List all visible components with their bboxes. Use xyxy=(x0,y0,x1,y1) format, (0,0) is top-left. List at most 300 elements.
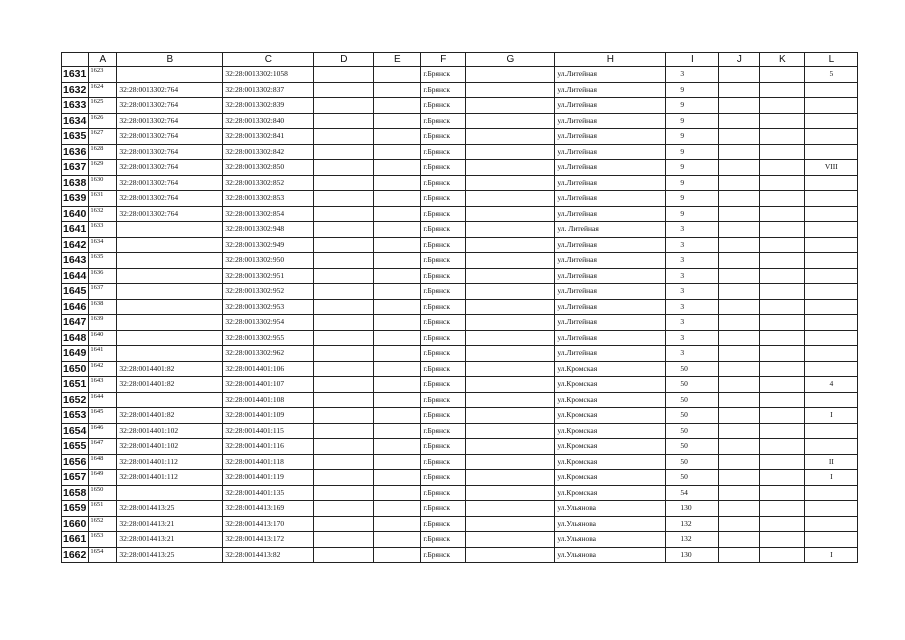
cell-a[interactable]: 1639 xyxy=(89,315,117,331)
cell-f[interactable]: г.Брянск xyxy=(421,222,466,238)
cell-j[interactable] xyxy=(719,532,760,548)
cell-j[interactable] xyxy=(719,361,760,377)
row-number[interactable]: 1649 xyxy=(62,346,89,362)
cell-j[interactable] xyxy=(719,501,760,517)
row-number[interactable]: 1638 xyxy=(62,175,89,191)
cell-a[interactable]: 1648 xyxy=(89,454,117,470)
cell-d[interactable] xyxy=(314,253,374,269)
column-header-b[interactable]: B xyxy=(117,53,223,67)
cell-g[interactable] xyxy=(466,268,555,284)
cell-g[interactable] xyxy=(466,222,555,238)
cell-d[interactable] xyxy=(314,330,374,346)
cell-i[interactable]: 9 xyxy=(666,98,719,114)
cell-c[interactable]: 32:28:0013302:841 xyxy=(223,129,314,145)
cell-f[interactable]: г.Брянск xyxy=(421,284,466,300)
cell-c[interactable]: 32:28:0014401:115 xyxy=(223,423,314,439)
cell-b[interactable]: 32:28:0014401:102 xyxy=(117,423,223,439)
cell-i[interactable]: 50 xyxy=(666,392,719,408)
column-header-e[interactable]: E xyxy=(374,53,421,67)
cell-k[interactable] xyxy=(760,547,805,563)
cell-d[interactable] xyxy=(314,532,374,548)
cell-f[interactable]: г.Брянск xyxy=(421,454,466,470)
cell-j[interactable] xyxy=(719,439,760,455)
cell-l[interactable]: VIII xyxy=(805,160,858,176)
cell-e[interactable] xyxy=(374,423,421,439)
cell-c[interactable]: 32:28:0014401:135 xyxy=(223,485,314,501)
cell-c[interactable]: 32:28:0013302:953 xyxy=(223,299,314,315)
cell-a[interactable]: 1652 xyxy=(89,516,117,532)
cell-i[interactable]: 3 xyxy=(666,237,719,253)
cell-k[interactable] xyxy=(760,330,805,346)
cell-b[interactable] xyxy=(117,330,223,346)
cell-d[interactable] xyxy=(314,175,374,191)
cell-c[interactable]: 32:28:0013302:1058 xyxy=(223,67,314,83)
cell-g[interactable] xyxy=(466,191,555,207)
row-number[interactable]: 1658 xyxy=(62,485,89,501)
column-header-k[interactable]: K xyxy=(760,53,805,67)
cell-e[interactable] xyxy=(374,67,421,83)
column-header-a[interactable]: A xyxy=(89,53,117,67)
cell-l[interactable] xyxy=(805,98,858,114)
cell-j[interactable] xyxy=(719,516,760,532)
cell-i[interactable]: 3 xyxy=(666,346,719,362)
cell-l[interactable] xyxy=(805,129,858,145)
cell-f[interactable]: г.Брянск xyxy=(421,82,466,98)
cell-i[interactable]: 50 xyxy=(666,439,719,455)
cell-c[interactable]: 32:28:0013302:853 xyxy=(223,191,314,207)
cell-j[interactable] xyxy=(719,377,760,393)
cell-e[interactable] xyxy=(374,485,421,501)
cell-g[interactable] xyxy=(466,516,555,532)
cell-b[interactable] xyxy=(117,346,223,362)
cell-i[interactable]: 9 xyxy=(666,175,719,191)
cell-i[interactable]: 50 xyxy=(666,408,719,424)
cell-l[interactable] xyxy=(805,516,858,532)
cell-g[interactable] xyxy=(466,113,555,129)
cell-e[interactable] xyxy=(374,284,421,300)
cell-l[interactable] xyxy=(805,361,858,377)
cell-k[interactable] xyxy=(760,206,805,222)
cell-b[interactable]: 32:28:0014413:21 xyxy=(117,532,223,548)
cell-j[interactable] xyxy=(719,129,760,145)
cell-a[interactable]: 1627 xyxy=(89,129,117,145)
row-number[interactable]: 1645 xyxy=(62,284,89,300)
cell-l[interactable] xyxy=(805,175,858,191)
cell-b[interactable] xyxy=(117,67,223,83)
cell-b[interactable]: 32:28:0013302:764 xyxy=(117,160,223,176)
cell-g[interactable] xyxy=(466,237,555,253)
cell-g[interactable] xyxy=(466,470,555,486)
cell-k[interactable] xyxy=(760,454,805,470)
cell-l[interactable] xyxy=(805,284,858,300)
cell-k[interactable] xyxy=(760,222,805,238)
cell-d[interactable] xyxy=(314,299,374,315)
cell-f[interactable]: г.Брянск xyxy=(421,299,466,315)
row-number[interactable]: 1646 xyxy=(62,299,89,315)
cell-i[interactable]: 50 xyxy=(666,454,719,470)
cell-e[interactable] xyxy=(374,346,421,362)
cell-a[interactable]: 1643 xyxy=(89,377,117,393)
cell-e[interactable] xyxy=(374,439,421,455)
cell-j[interactable] xyxy=(719,392,760,408)
cell-i[interactable]: 50 xyxy=(666,377,719,393)
cell-c[interactable]: 32:28:0013302:948 xyxy=(223,222,314,238)
cell-k[interactable] xyxy=(760,175,805,191)
cell-f[interactable]: г.Брянск xyxy=(421,144,466,160)
row-number[interactable]: 1637 xyxy=(62,160,89,176)
cell-k[interactable] xyxy=(760,408,805,424)
cell-a[interactable]: 1626 xyxy=(89,113,117,129)
cell-g[interactable] xyxy=(466,377,555,393)
cell-f[interactable]: г.Брянск xyxy=(421,485,466,501)
cell-f[interactable]: г.Брянск xyxy=(421,129,466,145)
cell-d[interactable] xyxy=(314,284,374,300)
cell-l[interactable] xyxy=(805,299,858,315)
row-number[interactable]: 1643 xyxy=(62,253,89,269)
cell-k[interactable] xyxy=(760,253,805,269)
cell-g[interactable] xyxy=(466,144,555,160)
column-header-c[interactable]: C xyxy=(223,53,314,67)
cell-d[interactable] xyxy=(314,408,374,424)
cell-f[interactable]: г.Брянск xyxy=(421,346,466,362)
column-header-l[interactable]: L xyxy=(805,53,858,67)
cell-e[interactable] xyxy=(374,377,421,393)
cell-c[interactable]: 32:28:0014401:118 xyxy=(223,454,314,470)
cell-l[interactable] xyxy=(805,485,858,501)
cell-c[interactable]: 32:28:0013302:949 xyxy=(223,237,314,253)
cell-c[interactable]: 32:28:0014413:169 xyxy=(223,501,314,517)
column-header-d[interactable]: D xyxy=(314,53,374,67)
row-number[interactable]: 1644 xyxy=(62,268,89,284)
cell-g[interactable] xyxy=(466,532,555,548)
cell-k[interactable] xyxy=(760,532,805,548)
cell-l[interactable] xyxy=(805,315,858,331)
cell-k[interactable] xyxy=(760,470,805,486)
cell-j[interactable] xyxy=(719,144,760,160)
cell-e[interactable] xyxy=(374,191,421,207)
cell-k[interactable] xyxy=(760,361,805,377)
cell-g[interactable] xyxy=(466,175,555,191)
row-number[interactable]: 1635 xyxy=(62,129,89,145)
cell-c[interactable]: 32:28:0014401:109 xyxy=(223,408,314,424)
cell-h[interactable]: ул.Литейная xyxy=(555,129,666,145)
cell-j[interactable] xyxy=(719,284,760,300)
cell-k[interactable] xyxy=(760,268,805,284)
cell-c[interactable]: 32:28:0013302:852 xyxy=(223,175,314,191)
cell-d[interactable] xyxy=(314,82,374,98)
cell-d[interactable] xyxy=(314,98,374,114)
cell-i[interactable]: 50 xyxy=(666,423,719,439)
cell-e[interactable] xyxy=(374,330,421,346)
cell-d[interactable] xyxy=(314,501,374,517)
cell-b[interactable]: 32:28:0014401:112 xyxy=(117,470,223,486)
cell-l[interactable] xyxy=(805,144,858,160)
cell-b[interactable] xyxy=(117,222,223,238)
cell-g[interactable] xyxy=(466,129,555,145)
cell-b[interactable] xyxy=(117,253,223,269)
cell-b[interactable]: 32:28:0014401:112 xyxy=(117,454,223,470)
row-number[interactable]: 1656 xyxy=(62,454,89,470)
cell-l[interactable] xyxy=(805,346,858,362)
cell-e[interactable] xyxy=(374,408,421,424)
cell-b[interactable]: 32:28:0014401:82 xyxy=(117,377,223,393)
cell-b[interactable]: 32:28:0014413:25 xyxy=(117,501,223,517)
cell-h[interactable]: ул.Кромская xyxy=(555,361,666,377)
cell-f[interactable]: г.Брянск xyxy=(421,392,466,408)
cell-h[interactable]: ул.Литейная xyxy=(555,206,666,222)
row-number[interactable]: 1657 xyxy=(62,470,89,486)
cell-a[interactable]: 1625 xyxy=(89,98,117,114)
cell-h[interactable]: ул.Литейная xyxy=(555,160,666,176)
cell-l[interactable] xyxy=(805,532,858,548)
cell-i[interactable]: 3 xyxy=(666,253,719,269)
cell-f[interactable]: г.Брянск xyxy=(421,160,466,176)
cell-j[interactable] xyxy=(719,470,760,486)
cell-d[interactable] xyxy=(314,222,374,238)
cell-f[interactable]: г.Брянск xyxy=(421,268,466,284)
column-header-i[interactable]: I xyxy=(666,53,719,67)
cell-c[interactable]: 32:28:0014413:172 xyxy=(223,532,314,548)
cell-i[interactable]: 132 xyxy=(666,532,719,548)
cell-b[interactable]: 32:28:0013302:764 xyxy=(117,129,223,145)
cell-e[interactable] xyxy=(374,253,421,269)
cell-j[interactable] xyxy=(719,408,760,424)
cell-b[interactable] xyxy=(117,392,223,408)
cell-b[interactable] xyxy=(117,237,223,253)
cell-d[interactable] xyxy=(314,392,374,408)
cell-k[interactable] xyxy=(760,501,805,517)
cell-a[interactable]: 1638 xyxy=(89,299,117,315)
cell-g[interactable] xyxy=(466,299,555,315)
cell-j[interactable] xyxy=(719,299,760,315)
row-number[interactable]: 1648 xyxy=(62,330,89,346)
cell-b[interactable] xyxy=(117,485,223,501)
cell-c[interactable]: 32:28:0013302:950 xyxy=(223,253,314,269)
cell-b[interactable]: 32:28:0014413:25 xyxy=(117,547,223,563)
cell-l[interactable]: I xyxy=(805,470,858,486)
cell-k[interactable] xyxy=(760,237,805,253)
cell-h[interactable]: ул.Литейная xyxy=(555,330,666,346)
cell-j[interactable] xyxy=(719,454,760,470)
cell-f[interactable]: г.Брянск xyxy=(421,408,466,424)
cell-e[interactable] xyxy=(374,98,421,114)
cell-g[interactable] xyxy=(466,82,555,98)
cell-l[interactable] xyxy=(805,113,858,129)
cell-k[interactable] xyxy=(760,315,805,331)
cell-i[interactable]: 3 xyxy=(666,315,719,331)
cell-d[interactable] xyxy=(314,144,374,160)
cell-f[interactable]: г.Брянск xyxy=(421,113,466,129)
cell-k[interactable] xyxy=(760,516,805,532)
cell-h[interactable]: ул.Литейная xyxy=(555,315,666,331)
cell-h[interactable]: ул.Кромская xyxy=(555,454,666,470)
cell-f[interactable]: г.Брянск xyxy=(421,361,466,377)
cell-g[interactable] xyxy=(466,67,555,83)
cell-h[interactable]: ул.Литейная xyxy=(555,98,666,114)
cell-d[interactable] xyxy=(314,191,374,207)
cell-k[interactable] xyxy=(760,98,805,114)
cell-f[interactable]: г.Брянск xyxy=(421,423,466,439)
row-number[interactable]: 1639 xyxy=(62,191,89,207)
cell-l[interactable] xyxy=(805,222,858,238)
cell-a[interactable]: 1632 xyxy=(89,206,117,222)
cell-j[interactable] xyxy=(719,175,760,191)
cell-l[interactable] xyxy=(805,268,858,284)
cell-e[interactable] xyxy=(374,547,421,563)
cell-e[interactable] xyxy=(374,82,421,98)
cell-d[interactable] xyxy=(314,547,374,563)
cell-j[interactable] xyxy=(719,237,760,253)
cell-b[interactable]: 32:28:0013302:764 xyxy=(117,144,223,160)
cell-k[interactable] xyxy=(760,346,805,362)
cell-a[interactable]: 1630 xyxy=(89,175,117,191)
cell-i[interactable]: 9 xyxy=(666,113,719,129)
cell-a[interactable]: 1634 xyxy=(89,237,117,253)
cell-i[interactable]: 132 xyxy=(666,516,719,532)
cell-h[interactable]: ул. Литейная xyxy=(555,222,666,238)
row-number[interactable]: 1647 xyxy=(62,315,89,331)
cell-d[interactable] xyxy=(314,361,374,377)
cell-d[interactable] xyxy=(314,470,374,486)
cell-c[interactable]: 32:28:0013302:962 xyxy=(223,346,314,362)
cell-k[interactable] xyxy=(760,485,805,501)
cell-j[interactable] xyxy=(719,113,760,129)
cell-g[interactable] xyxy=(466,439,555,455)
cell-d[interactable] xyxy=(314,206,374,222)
cell-e[interactable] xyxy=(374,129,421,145)
cell-g[interactable] xyxy=(466,361,555,377)
column-header-j[interactable]: J xyxy=(719,53,760,67)
column-header-f[interactable]: F xyxy=(421,53,466,67)
cell-g[interactable] xyxy=(466,206,555,222)
cell-h[interactable]: ул.Литейная xyxy=(555,144,666,160)
cell-j[interactable] xyxy=(719,160,760,176)
cell-f[interactable]: г.Брянск xyxy=(421,206,466,222)
cell-j[interactable] xyxy=(719,485,760,501)
column-header-h[interactable]: H xyxy=(555,53,666,67)
cell-c[interactable]: 32:28:0014413:82 xyxy=(223,547,314,563)
cell-d[interactable] xyxy=(314,423,374,439)
cell-e[interactable] xyxy=(374,516,421,532)
cell-i[interactable]: 50 xyxy=(666,470,719,486)
cell-g[interactable] xyxy=(466,547,555,563)
cell-c[interactable]: 32:28:0013302:952 xyxy=(223,284,314,300)
cell-k[interactable] xyxy=(760,160,805,176)
cell-h[interactable]: ул.Литейная xyxy=(555,67,666,83)
cell-f[interactable]: г.Брянск xyxy=(421,98,466,114)
corner-header[interactable] xyxy=(62,53,89,67)
cell-l[interactable] xyxy=(805,439,858,455)
cell-l[interactable] xyxy=(805,253,858,269)
cell-l[interactable] xyxy=(805,392,858,408)
cell-h[interactable]: ул.Ульянова xyxy=(555,547,666,563)
cell-e[interactable] xyxy=(374,392,421,408)
cell-d[interactable] xyxy=(314,346,374,362)
cell-k[interactable] xyxy=(760,392,805,408)
cell-e[interactable] xyxy=(374,501,421,517)
cell-j[interactable] xyxy=(719,423,760,439)
row-number[interactable]: 1633 xyxy=(62,98,89,114)
cell-e[interactable] xyxy=(374,454,421,470)
cell-c[interactable]: 32:28:0013302:839 xyxy=(223,98,314,114)
cell-i[interactable]: 3 xyxy=(666,67,719,83)
cell-f[interactable]: г.Брянск xyxy=(421,315,466,331)
cell-c[interactable]: 32:28:0013302:951 xyxy=(223,268,314,284)
cell-f[interactable]: г.Брянск xyxy=(421,253,466,269)
cell-k[interactable] xyxy=(760,377,805,393)
cell-c[interactable]: 32:28:0014413:170 xyxy=(223,516,314,532)
cell-e[interactable] xyxy=(374,222,421,238)
cell-j[interactable] xyxy=(719,98,760,114)
cell-c[interactable]: 32:28:0013302:955 xyxy=(223,330,314,346)
cell-a[interactable]: 1642 xyxy=(89,361,117,377)
cell-f[interactable]: г.Брянск xyxy=(421,532,466,548)
cell-d[interactable] xyxy=(314,129,374,145)
cell-k[interactable] xyxy=(760,144,805,160)
cell-g[interactable] xyxy=(466,315,555,331)
cell-h[interactable]: ул.Ульянова xyxy=(555,516,666,532)
cell-i[interactable]: 9 xyxy=(666,82,719,98)
cell-i[interactable]: 3 xyxy=(666,284,719,300)
cell-i[interactable]: 9 xyxy=(666,129,719,145)
cell-a[interactable]: 1631 xyxy=(89,191,117,207)
cell-a[interactable]: 1649 xyxy=(89,470,117,486)
cell-c[interactable]: 32:28:0014401:107 xyxy=(223,377,314,393)
cell-b[interactable] xyxy=(117,284,223,300)
row-number[interactable]: 1653 xyxy=(62,408,89,424)
cell-a[interactable]: 1636 xyxy=(89,268,117,284)
cell-a[interactable]: 1623 xyxy=(89,67,117,83)
cell-i[interactable]: 9 xyxy=(666,144,719,160)
cell-g[interactable] xyxy=(466,392,555,408)
cell-e[interactable] xyxy=(374,113,421,129)
cell-e[interactable] xyxy=(374,175,421,191)
cell-l[interactable] xyxy=(805,423,858,439)
cell-l[interactable] xyxy=(805,82,858,98)
cell-g[interactable] xyxy=(466,330,555,346)
cell-k[interactable] xyxy=(760,113,805,129)
column-header-g[interactable]: G xyxy=(466,53,555,67)
cell-g[interactable] xyxy=(466,160,555,176)
cell-b[interactable] xyxy=(117,299,223,315)
cell-i[interactable]: 3 xyxy=(666,299,719,315)
cell-b[interactable]: 32:28:0013302:764 xyxy=(117,191,223,207)
cell-h[interactable]: ул.Кромская xyxy=(555,423,666,439)
cell-g[interactable] xyxy=(466,346,555,362)
cell-l[interactable]: 4 xyxy=(805,377,858,393)
cell-i[interactable]: 50 xyxy=(666,361,719,377)
cell-k[interactable] xyxy=(760,129,805,145)
cell-i[interactable]: 9 xyxy=(666,206,719,222)
row-number[interactable]: 1642 xyxy=(62,237,89,253)
cell-a[interactable]: 1650 xyxy=(89,485,117,501)
cell-b[interactable] xyxy=(117,315,223,331)
cell-k[interactable] xyxy=(760,423,805,439)
cell-b[interactable]: 32:28:0014413:21 xyxy=(117,516,223,532)
cell-d[interactable] xyxy=(314,516,374,532)
cell-h[interactable]: ул.Литейная xyxy=(555,82,666,98)
cell-g[interactable] xyxy=(466,454,555,470)
cell-d[interactable] xyxy=(314,160,374,176)
cell-k[interactable] xyxy=(760,191,805,207)
cell-f[interactable]: г.Брянск xyxy=(421,237,466,253)
row-number[interactable]: 1640 xyxy=(62,206,89,222)
cell-j[interactable] xyxy=(719,315,760,331)
cell-b[interactable] xyxy=(117,268,223,284)
cell-f[interactable]: г.Брянск xyxy=(421,330,466,346)
cell-i[interactable]: 54 xyxy=(666,485,719,501)
row-number[interactable]: 1641 xyxy=(62,222,89,238)
